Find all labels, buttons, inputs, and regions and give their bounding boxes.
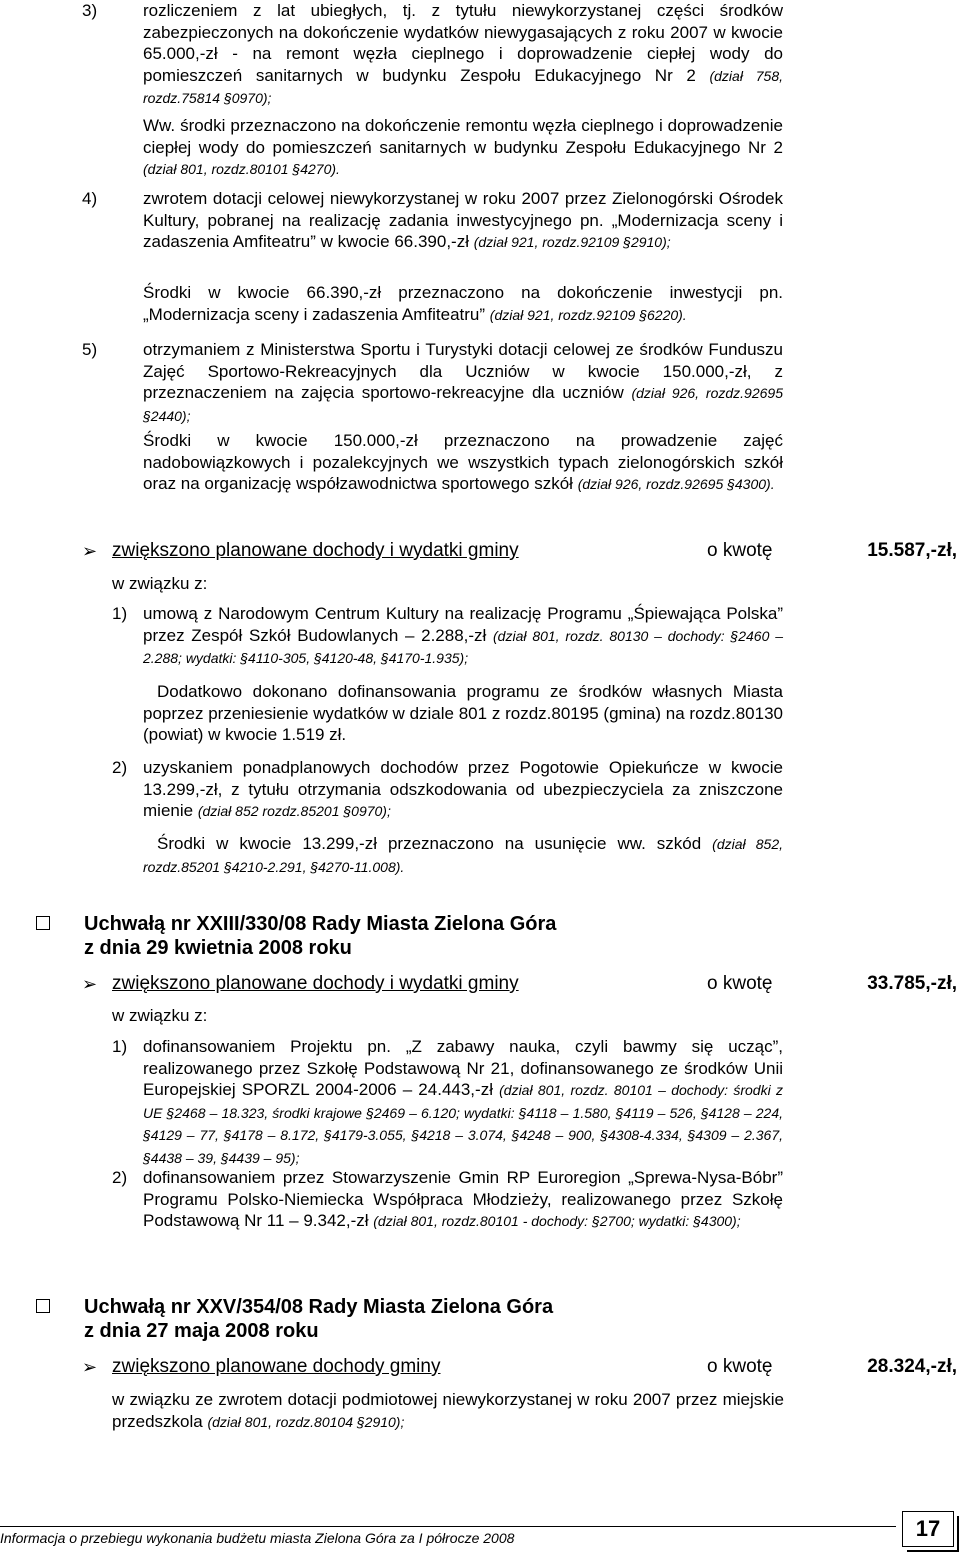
resolution-heading	[36, 912, 736, 960]
paragraph: Dodatkowo dokonano dofinansowania programu ze środków własnych Miasta poprzez przeniesienie wydatków w dziale 801 z rozdz.80195 (gmina) na rozdz.80130 (powiat) w kwocie 1.519 zł.	[143, 682, 783, 745]
list-item-text: zwrotem dotacji celowej niewykorzystanej w roku 2007 przez Zielonogórski Ośrodek Kultury, pobranej na realizację zadania inwestycyjnego pn. „Modernizacja sceny i zadaszenia Amfiteatru” w kwocie 66.390,-zł (dział 921, rozdz.92109 §2910);	[143, 189, 783, 252]
list-item-text: otrzymaniem z Ministerstwa Sportu i Turystyki dotacji celowej ze środków Funduszu Zajęć Sportowo-Rekreacyjnych dla Uczniów w kwocie 150.000,-zł, z przeznaczeniem na zajęcia sportowo-rekreacyjne dla uczniów (dział 926, rozdz.92695 §2440);	[143, 340, 783, 424]
intro-text: w związku z:	[112, 1006, 208, 1025]
amount-prefix: o kwotę	[707, 1356, 773, 1377]
paragraph: Środki w kwocie 13.299,-zł przeznaczono na usunięcie ww. szkód (dział 852, rozdz.85201 §4210-2.291, §4270-11.008).	[143, 834, 783, 875]
list-item-text: umową z Narodowym Centrum Kultury na realizację Programu „Śpiewająca Polska” przez Zespół Szkół Budowlanych – 2.288,-zł (dział 801, rozdz. 80130 – dochody: §2460 – 2.288; wydatki: §4110-305, §4120-48, §4170-1.935);	[143, 604, 783, 667]
list-number: 2)	[112, 758, 128, 777]
amount-value: 33.785,-zł,	[867, 973, 957, 994]
section-heading	[82, 539, 960, 563]
list-number: 1)	[112, 1037, 128, 1056]
arrow-bullet-icon: ➢	[82, 541, 98, 561]
section-heading	[82, 972, 960, 996]
footer-text: Informacja o przebiegu wykonania budżetu miasta Zielona Góra za I półrocze 2008	[0, 1530, 515, 1546]
arrow-bullet-icon: ➢	[82, 974, 98, 994]
list-number: 1)	[112, 604, 128, 623]
resolution-heading	[36, 1295, 736, 1343]
paragraph: Środki w kwocie 66.390,-zł przeznaczono na dokończenie inwestycji pn. „Modernizacja sceny i zadaszenia Amfiteatru” (dział 921, rozdz.92109 §6220).	[143, 283, 783, 324]
section-heading	[82, 1355, 960, 1379]
list-number: 3)	[82, 1, 98, 20]
list-item-text: dofinansowaniem przez Stowarzyszenie Gmin RP Euroregion „Sprewa-Nysa-Bóbr” Programu Polsko-Niemiecka Współpraca Młodzieży, realizowanego przez Szkołę Podstawową Nr 11 – 9.342,-zł (dział 801, rozdz.80101 - dochody: §2700; wydatki: §4300);	[143, 1168, 783, 1231]
resolution-title: Uchwałą nr XXV/354/08 Rady Miasta Zielona Góra	[84, 1296, 554, 1318]
list-number: 2)	[112, 1168, 128, 1187]
resolution-date: z dnia 27 maja 2008 roku	[84, 1320, 319, 1342]
arrow-bullet-icon: ➢	[82, 1357, 98, 1377]
footer-divider	[0, 1526, 896, 1527]
paragraph: Ww. środki przeznaczono na dokończenie remontu węzła cieplnego i doprowadzenie ciepłej wody do pomieszczeń sanitarnych w budynku Zespołu Edukacyjnego Nr 2 (dział 801, rozdz.80101 §4270).	[143, 116, 783, 178]
section-heading-label: zwiększono planowane dochody i wydatki gminy	[112, 973, 519, 994]
paragraph: Środki w kwocie 150.000,-zł przeznaczono na prowadzenie zajęć nadobowiązkowych i pozalekcyjnych we wszystkich typach zielonogórskich szkół oraz na organizację współzawodnictwa sportowego szkół (dział 926, rozdz.92695 §4300).	[143, 431, 783, 494]
resolution-title: Uchwałą nr XXIII/330/08 Rady Miasta Zielona Góra	[84, 913, 557, 935]
amount-value: 15.587,-zł,	[867, 540, 957, 561]
resolution-date: z dnia 29 kwietnia 2008 roku	[84, 937, 352, 959]
checkbox-bullet-icon	[36, 1299, 50, 1313]
list-item-text: uzyskaniem ponadplanowych dochodów przez Pogotowie Opiekuńcze w kwocie 13.299,-zł, z tytułu otrzymania odszkodowania od ubezpieczyciela za zniszczone mienie (dział 852 rozdz.85201 §0970);	[143, 758, 783, 821]
list-number: 4)	[82, 189, 98, 208]
paragraph: w związku ze zwrotem dotacji podmiotowej niewykorzystanej w roku 2007 przez miejskie przedszkola (dział 801, rozdz.80104 §2910);	[112, 1390, 784, 1431]
checkbox-bullet-icon	[36, 916, 50, 930]
list-item-text: rozliczeniem z lat ubiegłych, tj. z tytułu niewykorzystanej części środków zabezpieczonych na dokończenie wydatków niewygasających z roku 2007 w kwocie 65.000,-zł - na remont węzła cieplnego i doprowadzenie ciepłej wody do pomieszczeń sanitarnych w budynku Zespołu Edukacyjnego Nr 2 (dział 758, rozdz.75814 §0970);	[143, 1, 783, 107]
amount-prefix: o kwotę	[707, 540, 773, 561]
list-number: 5)	[82, 340, 98, 359]
section-heading-label: zwiększono planowane dochody gminy	[112, 1356, 441, 1377]
list-item-text: dofinansowaniem Projektu pn. „Z zabawy nauka, czyli bawmy się ucząc”, realizowanego przez Szkołę Podstawową Nr 21, dofinansowanego ze środków Unii Europejskiej SPORZL 2004-2006 – 24.443,-zł (dział 801, rozdz. 80101 – dochody: środki z UE §2468 – 18.323, środki krajowe §2469 – 6.120; wydatki: §4118 – 1.580, §4119 – 526, §4128 – 224, §4129 – 77, §4178 – 8.172, §4179-3.055, §4218 – 3.074, §4248 – 900, §4308-4.334, §4309 – 2.367, §4438 – 39, §4439 – 95);	[143, 1037, 783, 1166]
amount-prefix: o kwotę	[707, 973, 773, 994]
page-number: 17	[902, 1511, 954, 1547]
intro-text: w związku z:	[112, 574, 208, 593]
section-heading-label: zwiększono planowane dochody i wydatki gminy	[112, 540, 519, 561]
amount-value: 28.324,-zł,	[867, 1356, 957, 1377]
